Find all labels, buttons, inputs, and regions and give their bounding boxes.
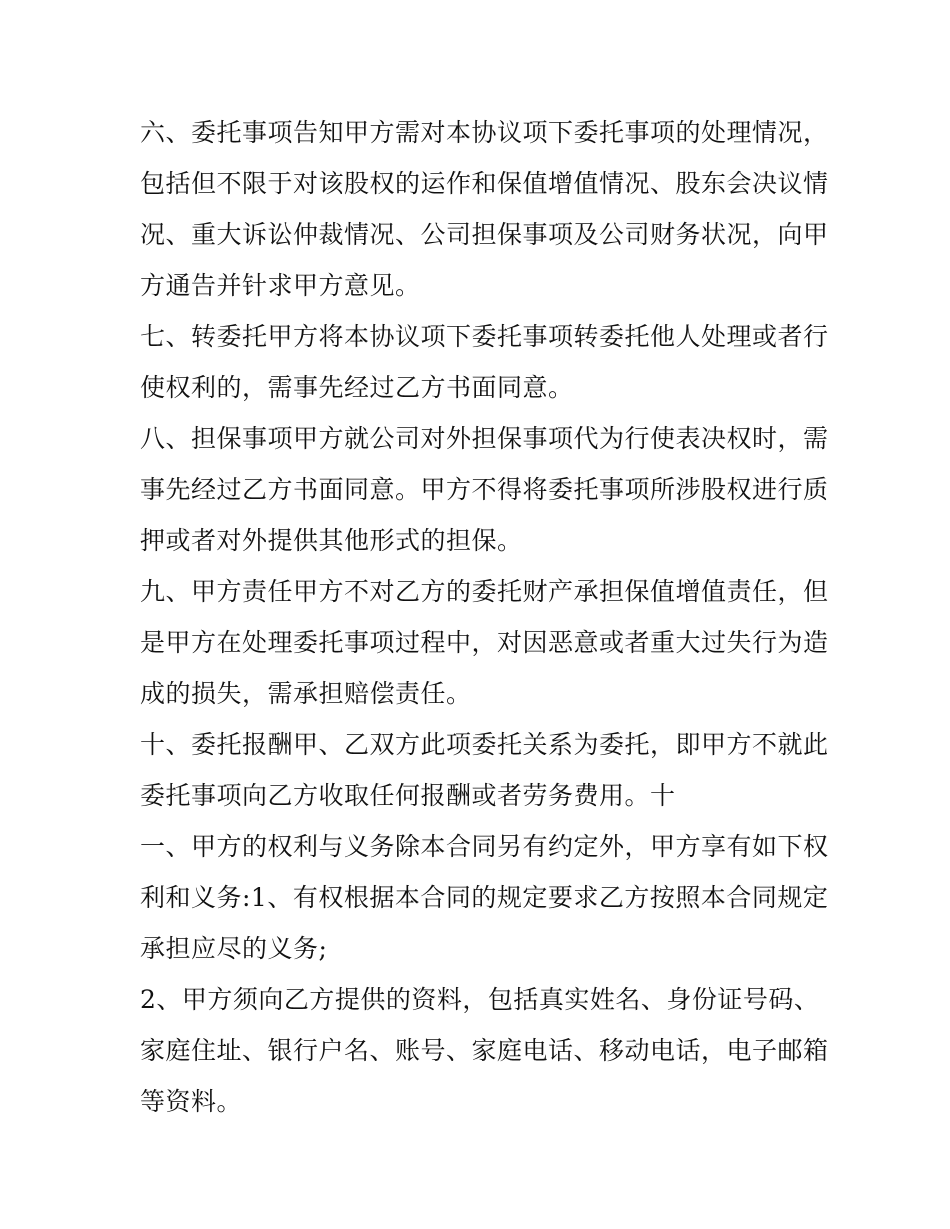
text-line: 家庭住址、银行户名、账号、家庭电话、移动电话，电子邮箱 <box>140 1036 829 1065</box>
text-line: 承担应尽的义务; <box>140 934 328 963</box>
text-line: 事先经过乙方书面同意。甲方不得将委托事项所涉股权进行质 <box>140 475 829 504</box>
text-line: 方通告并针求甲方意见。 <box>140 271 421 300</box>
text-line: 六、委托事项告知甲方需对本协议项下委托事项的处理情况， <box>140 118 829 147</box>
text-line: 九、甲方责任甲方不对乙方的委托财产承担保值增值责任，但 <box>140 577 829 606</box>
text-line: 委托事项向乙方收取任何报酬或者劳务费用。十 <box>140 781 676 810</box>
text-line: 等资料。 <box>140 1087 243 1116</box>
text-line: 利和义务:1、有权根据本合同的规定要求乙方按照本合同规定 <box>140 883 829 912</box>
text-line: 押或者对外提供其他形式的担保。 <box>140 526 523 555</box>
text-line: 是甲方在处理委托事项过程中，对因恶意或者重大过失行为造 <box>140 628 829 657</box>
document-body <box>140 107 829 1127</box>
text-line: 包括但不限于对该股权的运作和保值增值情况、股东会决议情 <box>140 169 829 198</box>
text-line: 十、委托报酬甲、乙双方此项委托关系为委托，即甲方不就此 <box>140 730 829 759</box>
text-line: 一、甲方的权利与义务除本合同另有约定外，甲方享有如下权 <box>140 832 829 861</box>
text-line: 成的损失，需承担赔偿责任。 <box>140 679 472 708</box>
text-line: 2、甲方须向乙方提供的资料，包括真实姓名、身份证号码、 <box>140 985 820 1014</box>
text-line: 八、担保事项甲方就公司对外担保事项代为行使表决权时，需 <box>140 424 829 453</box>
text-line: 七、转委托甲方将本协议项下委托事项转委托他人处理或者行 <box>140 322 829 351</box>
text-line: 况、重大诉讼仲裁情况、公司担保事项及公司财务状况，向甲 <box>140 220 829 249</box>
text-line: 使权利的，需事先经过乙方书面同意。 <box>140 373 574 402</box>
